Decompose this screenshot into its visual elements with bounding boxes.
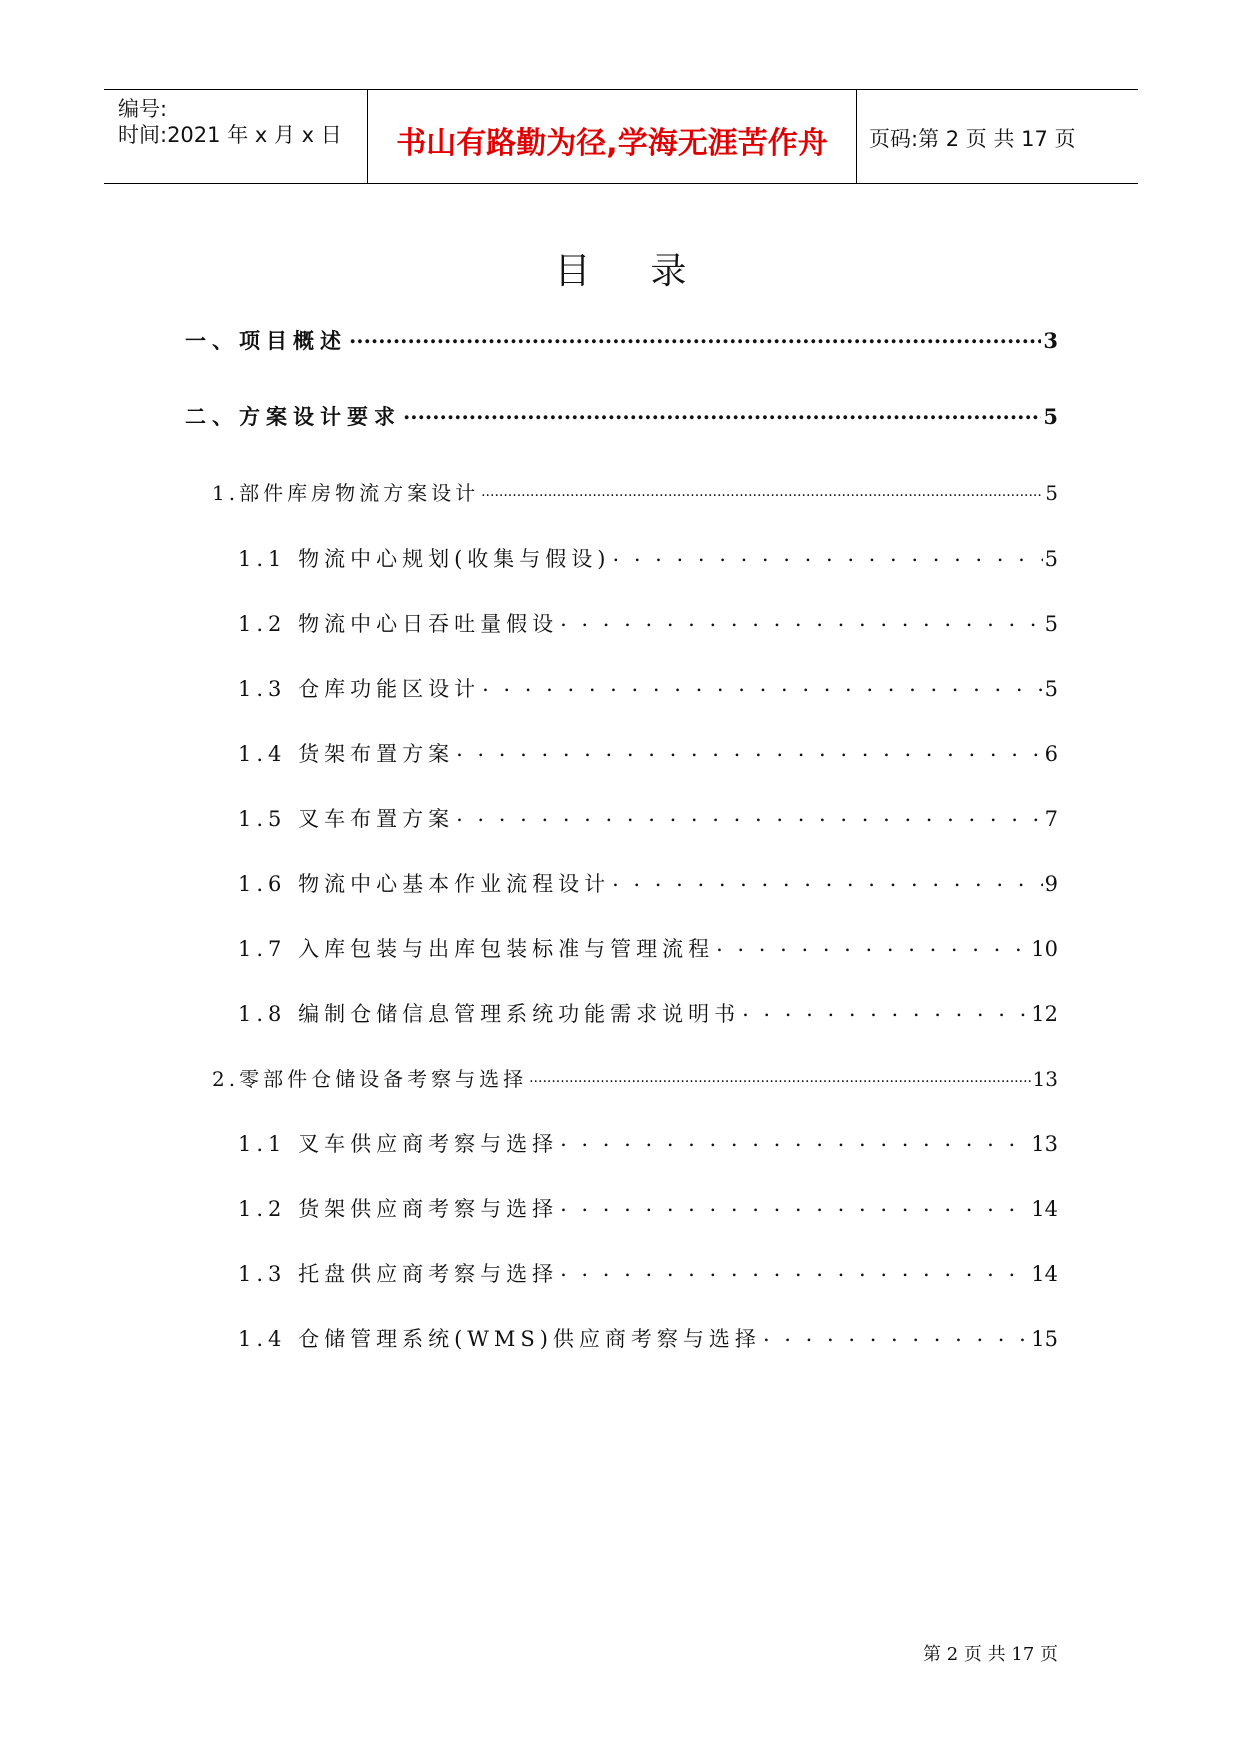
toc-dot-leader bbox=[529, 1066, 1030, 1086]
toc-entry-page: 9 bbox=[1044, 872, 1058, 896]
toc-dot-leader bbox=[742, 1000, 1029, 1021]
header-page-number: 页码:第 2 页 共 17 页 bbox=[869, 127, 1076, 151]
toc-entry-label: 1.1 物流中心规划(收集与假设) bbox=[238, 547, 611, 571]
toc-entry-label: 1.4 货架布置方案 bbox=[238, 742, 455, 766]
toc-entry-label: 1.7 入库包装与出库包装标准与管理流程 bbox=[238, 937, 715, 961]
toc-entry[interactable] bbox=[212, 477, 1058, 506]
toc-dot-leader bbox=[456, 740, 1043, 761]
document-time: 时间:2021 年 x 月 x 日 bbox=[118, 123, 342, 147]
toc-entry-label: 1.2 物流中心日吞吐量假设 bbox=[238, 612, 559, 636]
toc-entry-label: 1.3 托盘供应商考察与选择 bbox=[238, 1262, 559, 1286]
toc-entry-label: 二、方案设计要求 bbox=[185, 404, 401, 429]
toc-dot-leader bbox=[349, 327, 1041, 348]
toc-dot-leader bbox=[403, 403, 1041, 424]
header-middle-cell bbox=[368, 90, 857, 183]
toc-entry[interactable] bbox=[238, 803, 1058, 833]
toc-entry[interactable] bbox=[238, 998, 1058, 1028]
toc-dot-leader bbox=[456, 805, 1043, 826]
header-left-cell bbox=[104, 90, 368, 183]
toc-dot-leader bbox=[482, 675, 1043, 696]
toc-entry-page: 3 bbox=[1043, 328, 1058, 353]
toc-entry-label: 2.零部件仓储设备考察与选择 bbox=[212, 1067, 528, 1091]
toc-dot-leader bbox=[560, 610, 1043, 631]
toc-entry-page: 13 bbox=[1032, 1067, 1058, 1091]
toc-entry[interactable] bbox=[238, 1128, 1058, 1158]
toc-entry-page: 7 bbox=[1044, 807, 1058, 831]
page-footer: 第 2 页 共 17 页 bbox=[923, 1644, 1058, 1665]
toc-entry-page: 13 bbox=[1031, 1132, 1058, 1156]
toc-entry[interactable] bbox=[238, 1323, 1058, 1353]
toc-dot-leader bbox=[716, 935, 1029, 956]
toc-entry-label: 一、项目概述 bbox=[185, 328, 347, 353]
toc-dot-leader bbox=[481, 480, 1043, 500]
toc-entry-page: 14 bbox=[1031, 1262, 1058, 1286]
toc-entry-label: 1.5 叉车布置方案 bbox=[238, 807, 455, 831]
toc-entry[interactable] bbox=[238, 868, 1058, 898]
toc-entry-page: 6 bbox=[1044, 742, 1058, 766]
toc-entry-page: 5 bbox=[1044, 612, 1058, 636]
toc-dot-leader bbox=[560, 1260, 1029, 1281]
toc-entry-label: 1.3 仓库功能区设计 bbox=[238, 677, 481, 701]
toc-entry[interactable] bbox=[238, 933, 1058, 963]
toc-entry-page: 5 bbox=[1044, 547, 1058, 571]
toc-entry-page: 14 bbox=[1031, 1197, 1058, 1221]
toc-entry-label: 1.4 仓储管理系统(WMS)供应商考察与选择 bbox=[238, 1327, 761, 1351]
toc-entry-label: 1.8 编制仓储信息管理系统功能需求说明书 bbox=[238, 1002, 741, 1026]
toc-entry[interactable] bbox=[185, 325, 1058, 355]
toc-entry-page: 15 bbox=[1031, 1327, 1058, 1351]
toc-entry-page: 5 bbox=[1045, 481, 1058, 505]
toc-dot-leader bbox=[612, 545, 1042, 566]
toc-entry-label: 1.1 叉车供应商考察与选择 bbox=[238, 1132, 559, 1156]
header-motto: 书山有路勤为径,学海无涯苦作舟 bbox=[396, 126, 828, 161]
toc-entry-label: 1.部件库房物流方案设计 bbox=[212, 481, 480, 505]
toc-dot-leader bbox=[560, 1195, 1029, 1216]
toc-entry[interactable] bbox=[238, 608, 1058, 638]
toc-entry[interactable] bbox=[238, 543, 1058, 573]
toc-entry[interactable] bbox=[238, 673, 1058, 703]
toc-entry[interactable] bbox=[238, 1193, 1058, 1223]
toc-entry[interactable] bbox=[185, 401, 1058, 431]
toc-dot-leader bbox=[560, 1130, 1029, 1151]
toc-dot-leader bbox=[763, 1325, 1029, 1346]
toc-entry-label: 1.2 货架供应商考察与选择 bbox=[238, 1197, 559, 1221]
toc-entry-page: 5 bbox=[1043, 404, 1058, 429]
toc-entry-page: 12 bbox=[1031, 1002, 1058, 1026]
toc-entry-label: 1.6 物流中心基本作业流程设计 bbox=[238, 872, 611, 896]
toc-dot-leader bbox=[612, 870, 1043, 891]
toc-entry[interactable] bbox=[212, 1063, 1058, 1092]
page-title: 目录 bbox=[554, 251, 747, 292]
toc-entry-page: 5 bbox=[1044, 677, 1058, 701]
toc-entry-page: 10 bbox=[1031, 937, 1058, 961]
toc-entry[interactable] bbox=[238, 1258, 1058, 1288]
document-header bbox=[104, 89, 1138, 184]
toc-entry[interactable] bbox=[238, 738, 1058, 768]
header-right-cell bbox=[857, 90, 1138, 183]
document-number-label: 编号: bbox=[118, 97, 168, 121]
